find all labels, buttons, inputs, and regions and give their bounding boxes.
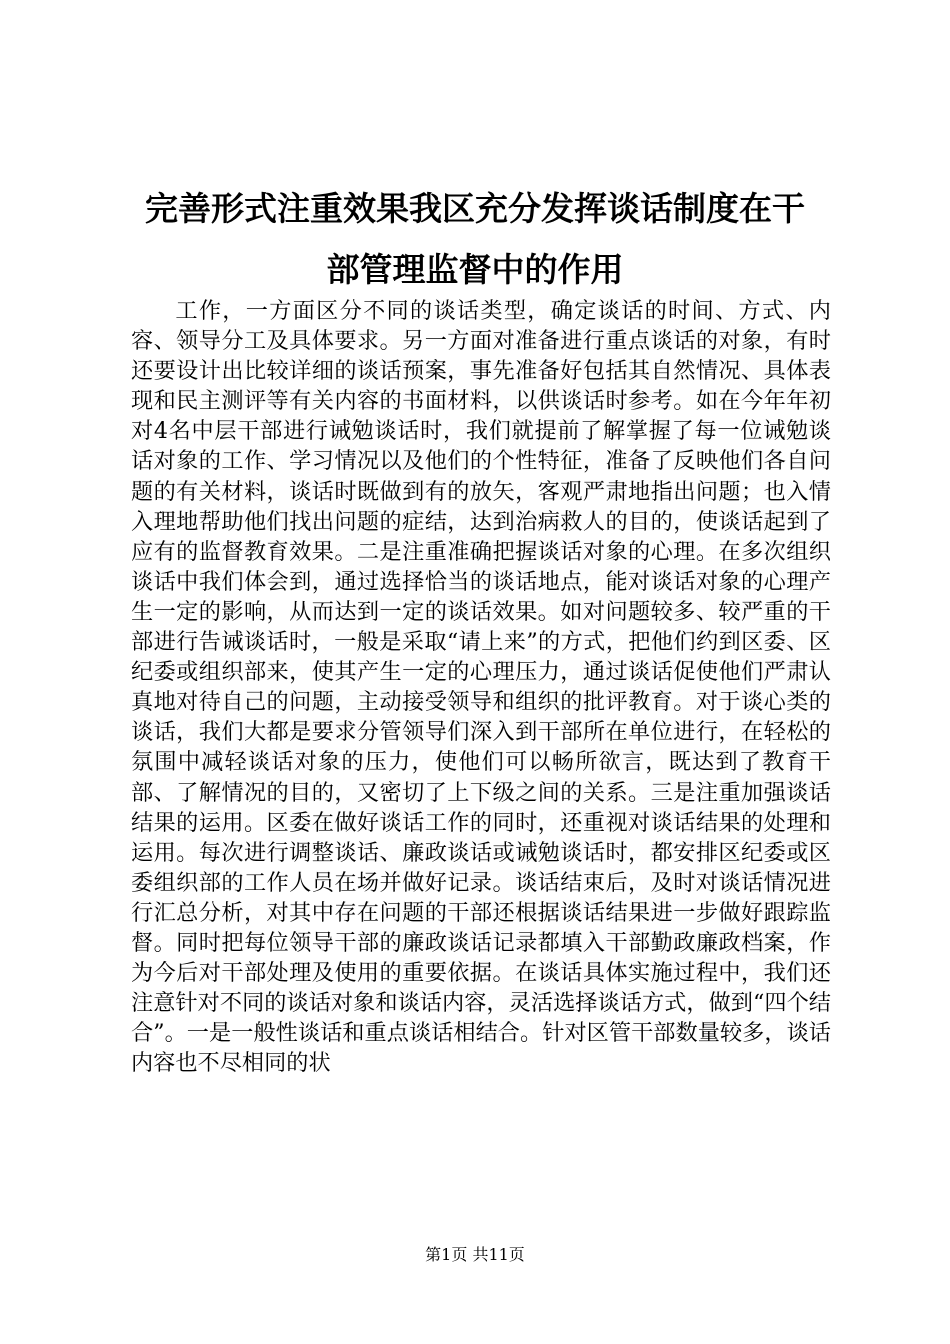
document-title-line-1: 完善形式注重效果我区充分发挥谈话制度在干 [145, 189, 805, 228]
page-footer: 第1页 共11页 [425, 1245, 525, 1264]
body-paragraph: 工作，一方面区分不同的谈话类型，确定谈话的时间、方式、内容、领导分工及具体要求。另一方面对准备进行重点谈话的对象，有时还要设计出比较详细的谈话预案，事先准备好包括其自然情况、具体表现和民主测评等有关内容的书面材料，以供谈话时参考。如在今年年初对4名中层干部进行诫勉谈话时，我们就提前了解掌握了每一位诫勉谈话对象的工作、学习情况以及他们的个性特征，准备了反映他们各自问题的有关材料，谈话时既做到有的放矢，客观严肃地指出问题；也入情入理地帮助他们找出问题的症结，达到治病救人的目的，使谈话起到了应有的监督教育效果。二是注重准确把握谈话对象的心理。在多次组织谈话中我们体会到，通过选择恰当的谈话地点，能对谈话对象的心理产生一定的影响，从而达到一定的谈话效果。如对问题较多、较严重的干部进行告诫谈话时，一般是采取“请上来”的方式，把他们约到区委、区纪委或组织部来，使其产生一定的心理压力，通过谈话促使他们严肃认真地对待自己的问题，主动接受领导和组织的批评教育。对于谈心类的谈话，我们大都是要求分管领导们深入到干部所在单位进行，在轻松的氛围中减轻谈话对象的压力，使他们可以畅所欲言，既达到了教育干部、了解情况的目的，又密切了上下级之间的关系。三是注重加强谈话结果的运用。区委在做好谈话工作的同时，还重视对谈话结果的处理和运用。每次进行调整谈话、廉政谈话或诫勉谈话时，都安排区纪委或区委组织部的工作人员在场并做好记录。谈话结束后，及时对谈话情况进行汇总分析，对其中存在问题的干部还根据谈话结果进一步做好跟踪监督。同时把每位领导干部的廉政谈话记录都填入干部勤政廉政档案，作为今后对干部处理及使用的重要依据。在谈话具体实施过程中，我们还注意针对不同的谈话对象和谈话内容，灵活选择谈话方式，做到“四个结合”。一是一般性谈话和重点谈话相结合。针对区管干部数量较多，谈话内容也不尽相同的状 [131, 298, 831, 1077]
document-title-line-2: 部管理监督中的作用 [326, 250, 624, 289]
